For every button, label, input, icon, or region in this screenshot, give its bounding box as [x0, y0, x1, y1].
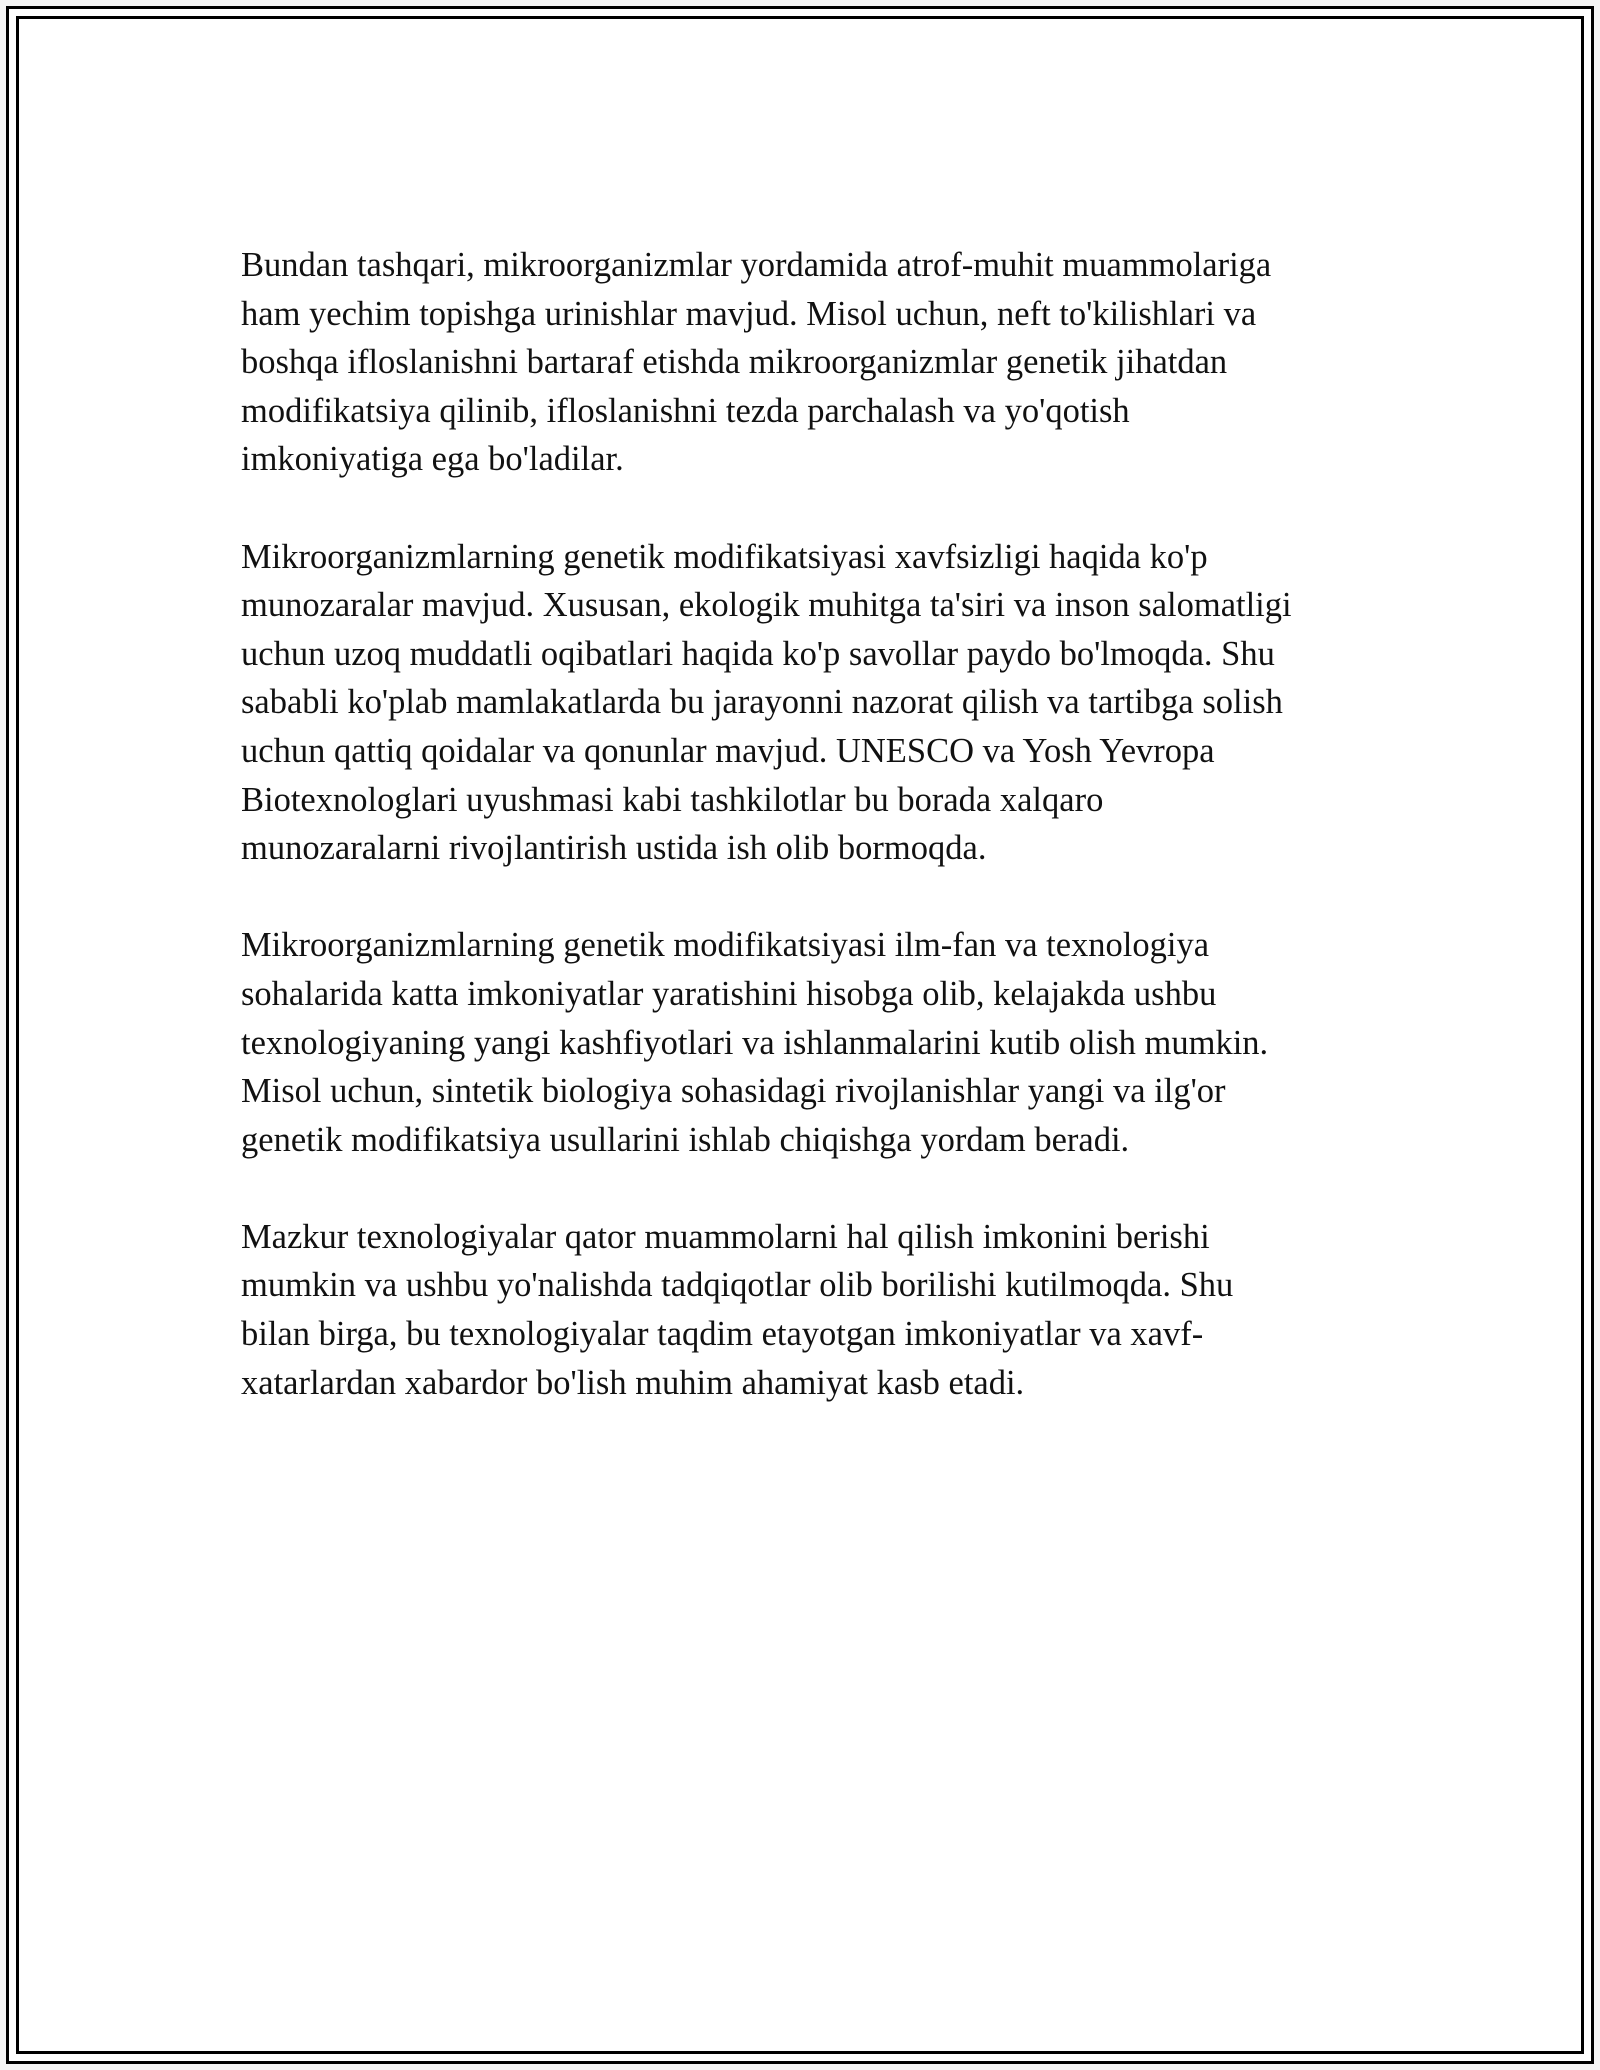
paragraph-line: munozaralar mavjud. Xususan, ekologik muhitga ta'siri va inson salomatligi: [241, 586, 1292, 625]
paragraph-line: sohalarida katta imkoniyatlar yaratishini hisobga olib, kelajakda ushbu: [241, 974, 1217, 1013]
paragraph-line: mumkin va ushbu yo'nalishda tadqiqotlar olib borilishi kutilmoqda. Shu: [241, 1266, 1234, 1305]
paragraph-line: ham yechim topishga urinishlar mavjud. Misol uchun, neft to'kilishlari va: [241, 294, 1257, 333]
paragraph-line: sababli ko'plab mamlakatlarda bu jarayonni nazorat qilish va tartibga solish: [241, 683, 1283, 722]
paragraph-line: munozaralarni rivojlantirish ustida ish olib bormoqda.: [241, 829, 987, 868]
paragraph-line: Mikroorganizmlarning genetik modifikatsiyasi ilm-fan va texnologiya: [241, 926, 1210, 965]
paragraph-2: [241, 533, 1421, 873]
paragraph-line: bilan birga, bu texnologiyalar taqdim etayotgan imkoniyatlar va xavf-: [241, 1315, 1204, 1354]
paragraph-line: uchun qattiq qoidalar va qonunlar mavjud. UNESCO va Yosh Yevropa: [241, 731, 1215, 770]
paragraph-line: genetik modifikatsiya usullarini ishlab chiqishga yordam beradi.: [241, 1120, 1130, 1159]
paragraph-line: Mikroorganizmlarning genetik modifikatsiyasi xavfsizligi haqida ko'p: [241, 537, 1208, 576]
document-body: [241, 241, 1421, 1456]
paragraph-4: [241, 1213, 1421, 1407]
paragraph-line: Bundan tashqari, mikroorganizmlar yordamida atrof-muhit muammolariga: [241, 246, 1272, 284]
paragraph-line: uchun uzoq muddatli oqibatlari haqida ko'p savollar paydo bo'lmoqda. Shu: [241, 634, 1275, 673]
page-border-outer: [6, 6, 1594, 2064]
paragraph-line: boshqa ifloslanishni bartaraf etishda mikroorganizmlar genetik jihatdan: [241, 343, 1228, 382]
paragraph-line: texnologiyaning yangi kashfiyotlari va ishlanmalarini kutib olish mumkin.: [241, 1023, 1269, 1062]
paragraph-line: Mazkur texnologiyalar qator muammolarni hal qilish imkonini berishi: [241, 1217, 1210, 1256]
paragraph-line: Biotexnologlari uyushmasi kabi tashkilotlar bu borada xalqaro: [241, 780, 1104, 819]
paragraph-line: Misol uchun, sintetik biologiya sohasidagi rivojlanishlar yangi va ilg'or: [241, 1072, 1226, 1111]
page-border-inner: [16, 16, 1584, 2054]
paragraph-line: modifikatsiya qilinib, ifloslanishni tezda parchalash va yo'qotish: [241, 391, 1130, 430]
paragraph-line: imkoniyatiga ega bo'ladilar.: [241, 440, 624, 479]
paragraph-1: [241, 241, 1421, 484]
paragraph-3: [241, 921, 1421, 1164]
paragraph-line: xatarlardan xabardor bo'lish muhim ahamiyat kasb etadi.: [241, 1363, 1025, 1402]
